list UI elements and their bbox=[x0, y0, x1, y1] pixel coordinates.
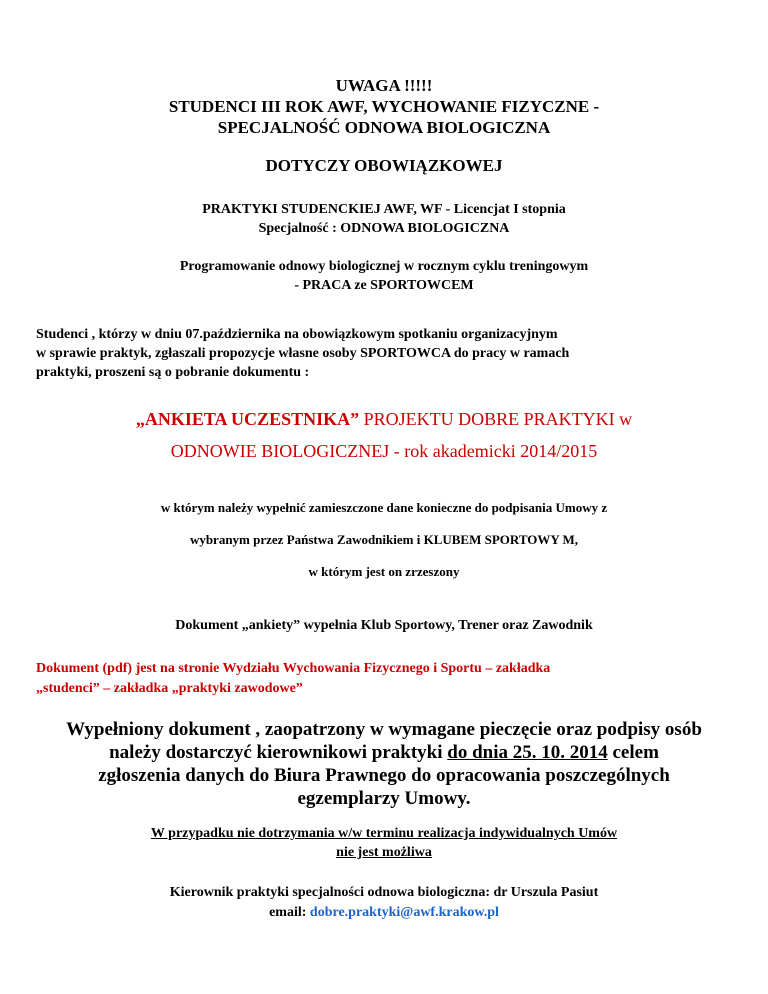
email-link[interactable]: dobre.praktyki@awf.krakow.pl bbox=[309, 905, 499, 920]
fill-line-1: w którym należy wypełnić zamieszczone dane konieczne do podpisania Umowy z bbox=[160, 500, 608, 515]
header-students: STUDENCI III ROK AWF, WYCHOWANIE FIZYCZNE - bbox=[168, 97, 600, 116]
header-mandatory: DOTYCZY OBOWIĄZKOWEJ bbox=[265, 156, 503, 175]
fill-line-2: wybranym przez Państwa Zawodnikiem i KLUBEM SPORTOWY M, bbox=[189, 532, 579, 547]
survey-name: „ANKIETA UCZESTNIKA” bbox=[135, 409, 360, 429]
deadline-line-4: egzemplarzy Umowy. bbox=[297, 788, 471, 809]
deadline-line-2 bbox=[0, 742, 768, 764]
pdf-note-line-2: „studenci” – zakładka „praktyki zawodowe” bbox=[36, 681, 303, 696]
project-name: PROJEKTU DOBRE PRAKTYKI w bbox=[359, 409, 633, 429]
intro-line-1: Studenci , którzy w dniu 07.października na obowiązkowym spotkaniu organizacyjnym bbox=[36, 327, 558, 342]
practice-title: PRAKTYKI STUDENCKIEJ AWF, WF - Licencjat I stopnia bbox=[202, 202, 566, 217]
deadline-line-3: zgłoszenia danych do Biura Prawnego do opracowania poszczególnych bbox=[98, 765, 670, 786]
deadline-date: do dnia 25. 10. 2014 bbox=[447, 742, 608, 763]
deadline-text-post: celem bbox=[607, 742, 659, 763]
project-line-2: ODNOWIE BIOLOGICZNEJ - rok akademicki 2014/2015 bbox=[170, 441, 598, 461]
warning-line-2: nie jest możliwa bbox=[336, 845, 432, 860]
deadline-line-1: Wypełniony dokument , zaopatrzony w wymagane pieczęcie oraz podpisy osób bbox=[66, 719, 702, 740]
fill-line-3: w którym jest on zrzeszony bbox=[308, 564, 460, 579]
intro-line-3: praktyki, proszeni są o pobranie dokumentu : bbox=[36, 365, 310, 380]
deadline-text-pre: należy dostarczyć kierownikowi praktyki bbox=[109, 742, 448, 763]
contact-line-1: Kierownik praktyki specjalności odnowa biologiczna: dr Urszula Pasiut bbox=[169, 885, 599, 900]
programming-title: Programowanie odnowy biologicznej w rocznym cyklu treningowym bbox=[179, 259, 589, 274]
practice-specialty: Specjalność : ODNOWA BIOLOGICZNA bbox=[258, 221, 510, 236]
email-label: email: bbox=[269, 905, 310, 920]
project-line-1 bbox=[0, 409, 768, 430]
fill-by-note: Dokument „ankiety” wypełnia Klub Sportowy, Trener oraz Zawodnik bbox=[175, 618, 593, 633]
header-specialty: SPECJALNOŚĆ ODNOWA BIOLOGICZNA bbox=[217, 118, 551, 137]
header-warning: UWAGA !!!!! bbox=[335, 76, 433, 95]
contact-line-2 bbox=[0, 905, 768, 921]
programming-subtitle: - PRACA ze SPORTOWCEM bbox=[294, 278, 474, 293]
intro-line-2: w sprawie praktyk, zgłaszali propozycje własne osoby SPORTOWCA do pracy w ramach bbox=[36, 346, 570, 361]
warning-line-1: W przypadku nie dotrzymania w/w terminu realizacja indywidualnych Umów bbox=[150, 826, 618, 841]
pdf-note-line-1: Dokument (pdf) jest na stronie Wydziału Wychowania Fizycznego i Sportu – zakładka bbox=[36, 661, 551, 676]
